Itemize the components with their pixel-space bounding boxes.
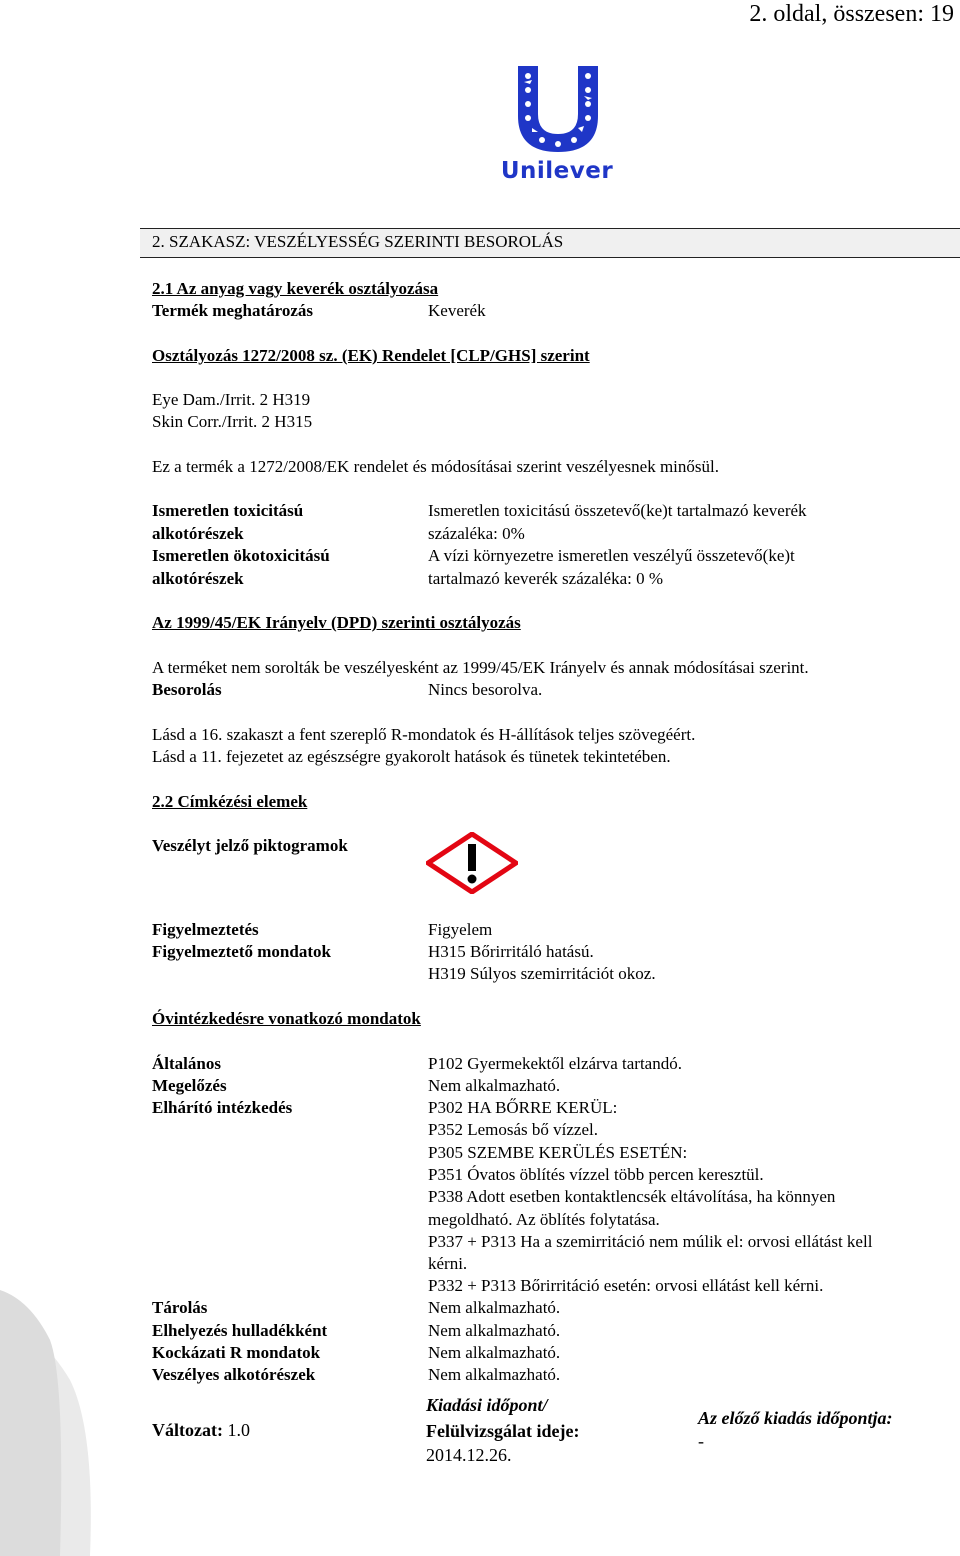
precaution-line: P332 + P313 Bőrirritáció esetén: orvosi ellátást kell kérni. [428,1276,824,1295]
precaution-line: P102 Gyermekektől elzárva tartandó. [428,1054,682,1073]
besorolas-label: Besorolás [152,680,222,699]
class-line-2: Skin Corr./Irrit. 2 H315 [152,412,313,431]
unknown-tox-value-2: százaléka: 0% [428,524,525,543]
issue-date-label-2: Felülvizsgálat ideje: [426,1421,580,1441]
pictograms-label: Veszélyt jelző piktogramok [152,836,348,855]
r-phrases-value: Nem alkalmazható. [428,1343,561,1362]
r-phrases-label: Kockázati R mondatok [152,1343,321,1362]
hazard-statement-1: H315 Bőrirritáló hatású. [428,942,594,961]
precaution-line: P302 HA BŐRRE KERÜL: [428,1098,618,1117]
precaution-line: megoldható. Az öblítés folytatása. [428,1210,660,1229]
version-label: Változat: [152,1420,223,1440]
precaution-line: P352 Lemosás bő vízzel. [428,1120,598,1139]
hazard-statement-2: H319 Súlyos szemirritációt okoz. [428,964,656,983]
hazardous-components-value: Nem alkalmazható. [428,1365,561,1384]
product-label: Termék meghatározás [152,301,314,320]
unknown-ecotox-value-1: A vízi környezetre ismeretlen veszélyű összetevő(ke)t [428,546,795,565]
exclamation-mark-icon [426,832,518,894]
unknown-tox-value-1: Ismeretlen toxicitású összetevő(ke)t tartalmazó keverék [428,501,807,520]
disposal-value: Nem alkalmazható. [428,1321,561,1340]
hazard-statement: Ez a termék a 1272/2008/EK rendelet és módosításai szerint veszélyesnek minősül. [152,457,719,476]
unknown-ecotox-label-2: alkotórészek [152,569,244,588]
precaution-line: P338 Adott esetben kontaktlencsék eltávolítása, ha könnyen [428,1187,836,1206]
precaution-heading: Óvintézkedésre vonatkozó mondatok [152,1009,421,1028]
issue-date-value: 2014.12.26. [426,1445,512,1465]
unilever-u-icon [512,62,604,156]
previous-issue-value: - [698,1431,704,1451]
response-label: Elhárító intézkedés [152,1098,293,1117]
unknown-ecotox-label-1: Ismeretlen ökotoxicitású [152,546,330,565]
besorolas-value: Nincs besorolva. [428,680,543,699]
warning-label: Figyelmeztetés [152,920,259,939]
issue-date-label-1: Kiadási időpont/ [426,1395,548,1415]
warning-value: Figyelem [428,920,493,939]
see-section-11: Lásd a 11. fejezetet az egészségre gyakorolt hatások és tünetek tekintetében. [152,747,671,766]
class-line-1: Eye Dam./Irrit. 2 H319 [152,390,311,409]
prevention-label: Megelőzés [152,1076,227,1095]
unknown-tox-label-2: alkotórészek [152,524,244,543]
decorative-corner-graphic [0,1290,100,1556]
storage-value: Nem alkalmazható. [428,1298,561,1317]
storage-label: Tárolás [152,1298,208,1317]
precaution-line: Nem alkalmazható. [428,1076,561,1095]
precaution-line: P351 Óvatos öblítés vízzel több percen keresztül. [428,1165,764,1184]
logo-wordmark: Unilever [500,158,614,184]
unilever-logo [497,62,617,184]
classification-heading: 2.1 Az anyag vagy keverék osztályozása [152,279,439,298]
general-label: Általános [152,1054,221,1073]
unknown-ecotox-value-2: tartalmazó keverék százaléka: 0 % [428,569,664,588]
dpd-text: A terméket nem sorolták be veszélyesként az 1999/45/EK Irányelv és annak módosításai szerint. [152,658,809,677]
unknown-tox-label-1: Ismeretlen toxicitású [152,501,304,520]
version-value: 1.0 [227,1420,250,1440]
product-value: Keverék [428,301,486,320]
precaution-line: P337 + P313 Ha a szemirritáció nem múlik el: orvosi ellátást kell [428,1232,873,1251]
hazardous-components-label: Veszélyes alkotórészek [152,1365,316,1384]
section-title-bar [140,228,960,258]
regulation-heading: Osztályozás 1272/2008 sz. (EK) Rendelet [CLP/GHS] szerint [152,346,590,365]
page-number: 2. oldal, összesen: 19 [749,1,954,27]
hazard-statements-label: Figyelmeztető mondatok [152,942,331,961]
see-section-16: Lásd a 16. szakaszt a fent szereplő R-mondatok és H-állítások teljes szövegéért. [152,725,696,744]
precaution-line: P305 SZEMBE KERÜLÉS ESETÉN: [428,1143,688,1162]
section-title: 2. SZAKASZ: VESZÉLYESSÉG SZERINTI BESOROLÁS [152,232,564,251]
version [152,1419,250,1441]
previous-issue-label: Az előző kiadás időpontja: [698,1408,893,1428]
labelling-heading: 2.2 Címkézési elemek [152,792,308,811]
dpd-heading: Az 1999/45/EK Irányelv (DPD) szerinti osztályozás [152,613,521,632]
precaution-line: kérni. [428,1254,468,1273]
disposal-label: Elhelyezés hulladékként [152,1321,328,1340]
